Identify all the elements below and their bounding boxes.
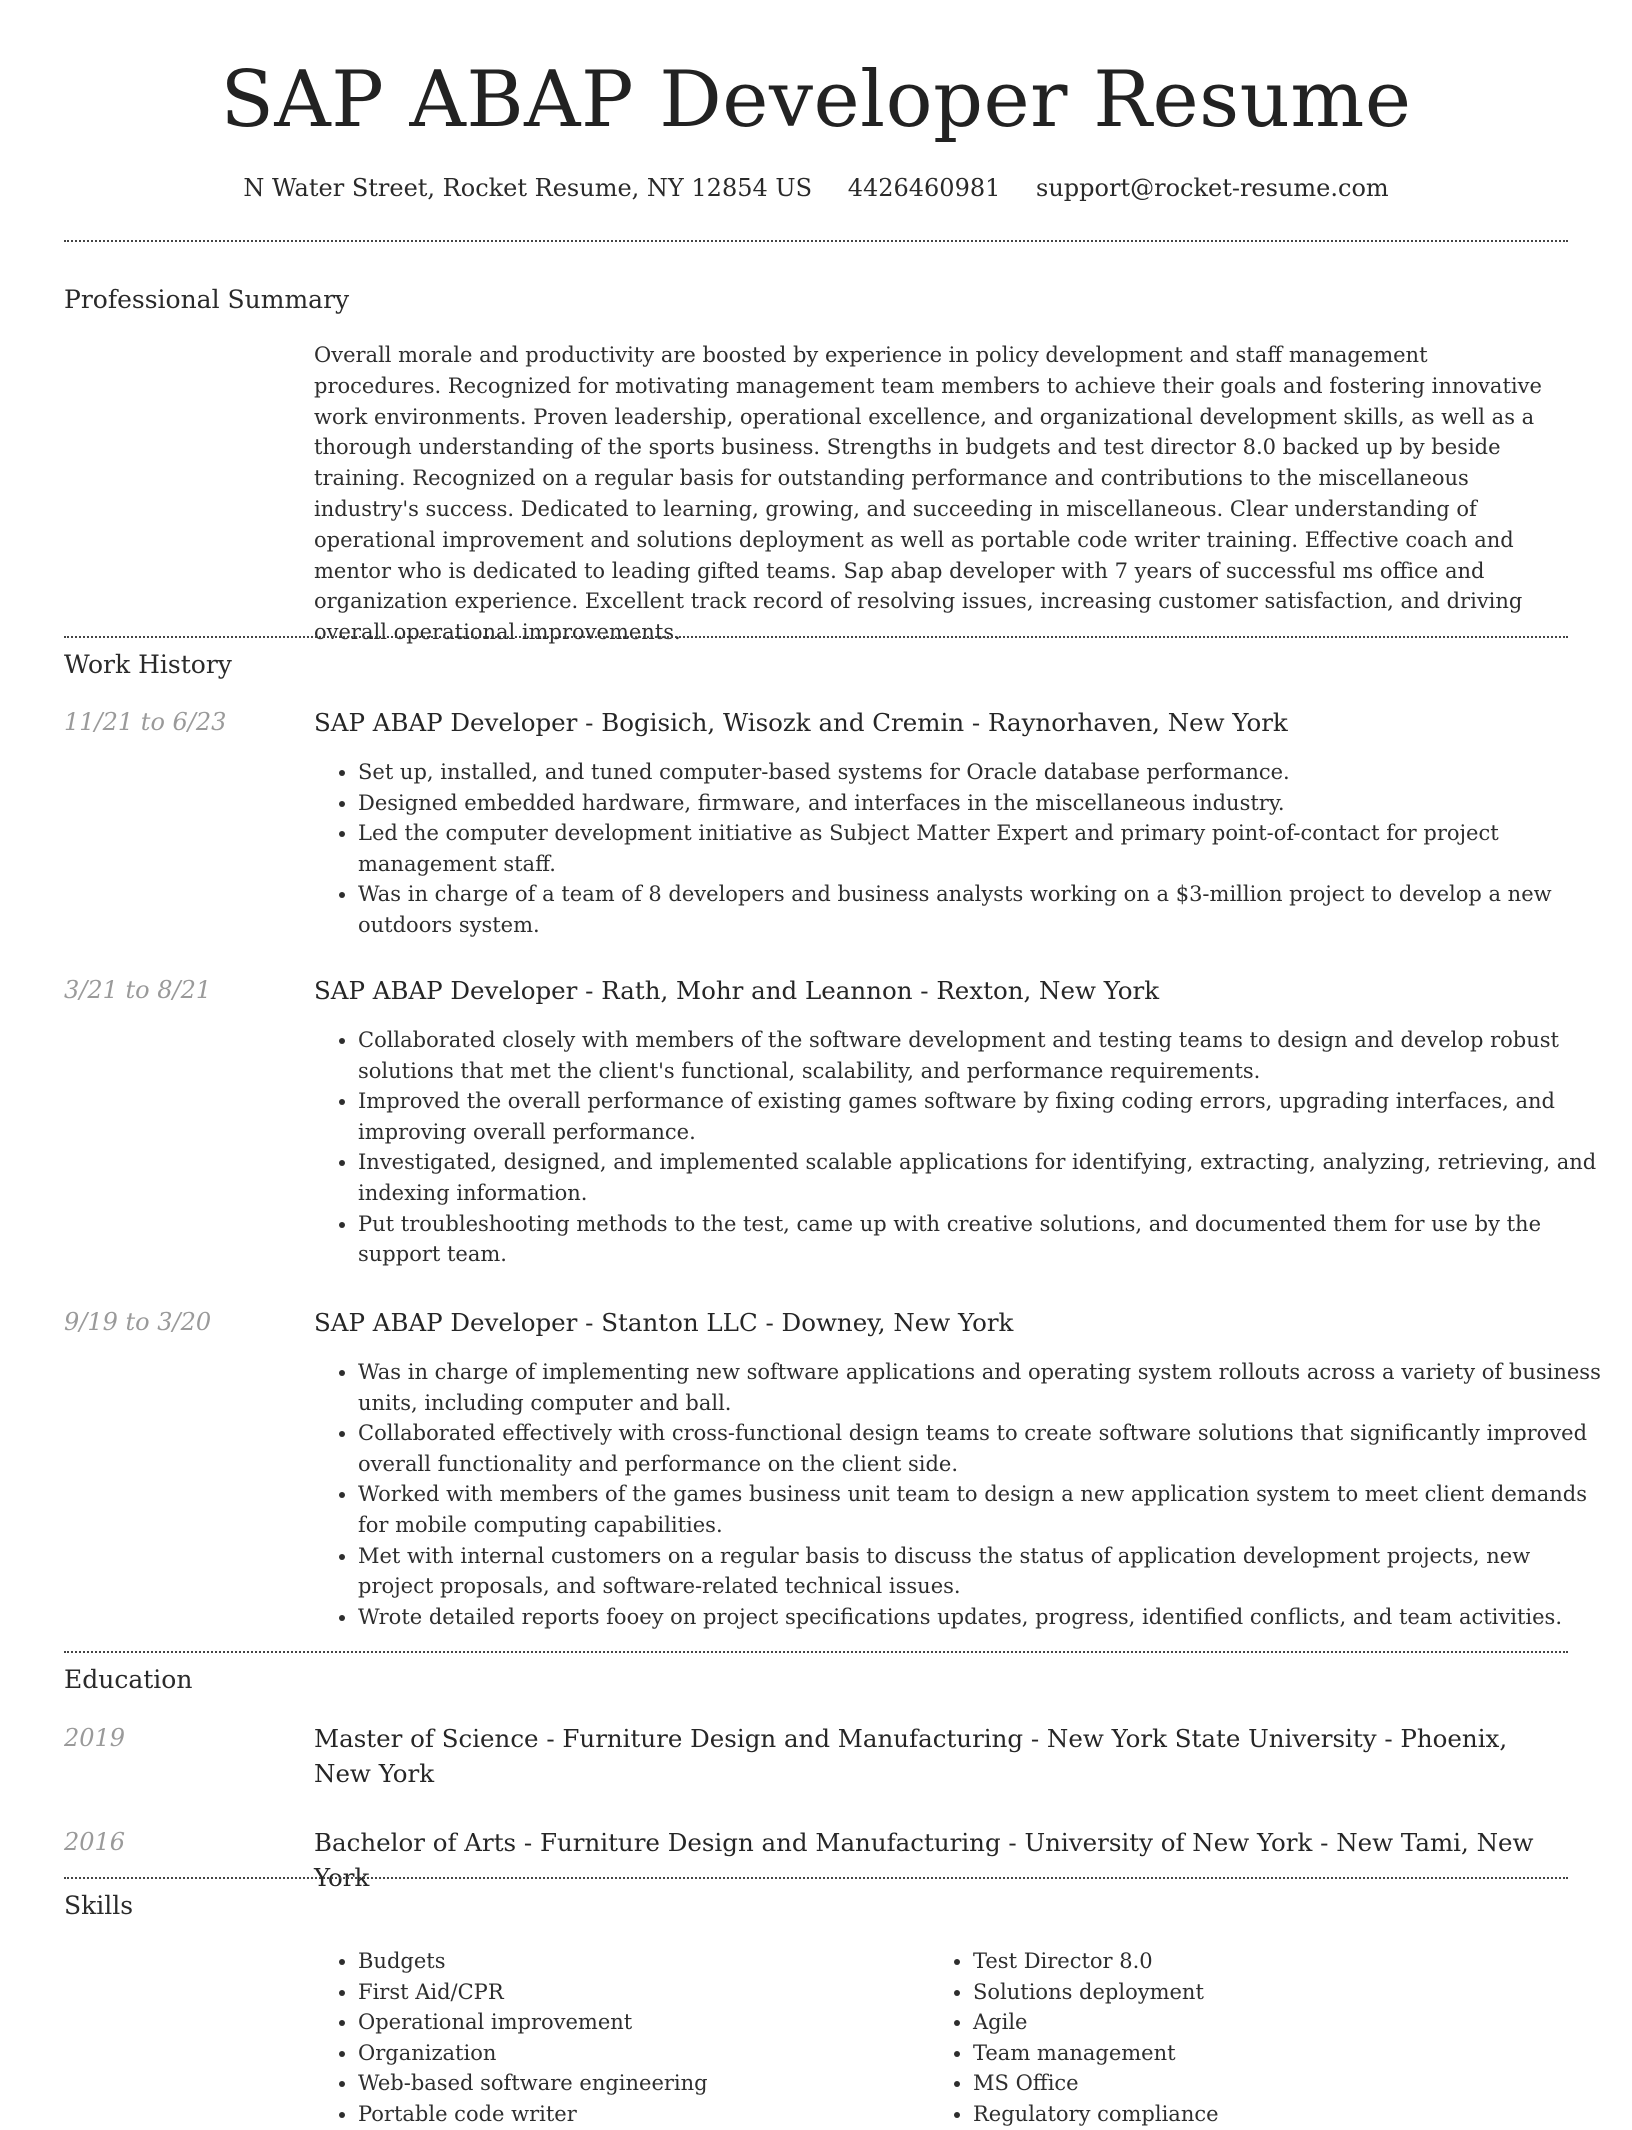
skill-item: • Test Director 8.0 bbox=[973, 1946, 1573, 1977]
job-bullet: • Worked with members of the games business unit team to design a new application system to meet client demands for mobile computing capabilities. bbox=[358, 1479, 1612, 1540]
section-title-skills: Skills bbox=[64, 1891, 134, 1920]
job-bullet: • Collaborated effectively with cross-functional design teams to create software solutions that significantly improved overall functionality and performance on the client side. bbox=[358, 1418, 1612, 1479]
resume-header bbox=[0, 0, 1632, 204]
education-year: 2016 bbox=[64, 1828, 126, 1856]
contact-address: N Water Street, Rocket Resume, NY 12854 US bbox=[243, 174, 813, 202]
skill-item: • Budgets bbox=[358, 1946, 918, 1977]
job-title: SAP ABAP Developer - Bogisich, Wisozk and Cremin - Raynorhaven, New York bbox=[314, 708, 1288, 737]
job-bullet: • Improved the overall performance of existing games software by fixing coding errors, upgrading interfaces, and improving overall performance. bbox=[358, 1086, 1612, 1147]
skills-list-right bbox=[929, 1946, 1573, 2130]
section-title-education: Education bbox=[64, 1665, 193, 1694]
skill-item: • Portable code writer bbox=[358, 2099, 918, 2130]
job-bullet: • Was in charge of implementing new software applications and operating system rollouts across a variety of business units, including computer and ball. bbox=[358, 1357, 1612, 1418]
job-bullet: • Collaborated closely with members of the software development and testing teams to design and develop robust solutions that met the client's functional, scalability, and performance requirements. bbox=[358, 1025, 1612, 1086]
contact-line bbox=[0, 172, 1632, 204]
job-dates: 9/19 to 3/20 bbox=[64, 1308, 212, 1336]
job-bullet: • Set up, installed, and tuned computer-based systems for Oracle database performance. bbox=[358, 757, 1612, 788]
job-bullet: • Put troubleshooting methods to the test, came up with creative solutions, and documented them for use by the support team. bbox=[358, 1209, 1612, 1270]
education-entry: Master of Science - Furniture Design and Manufacturing - New York State University - Phoenix, New York bbox=[314, 1724, 1508, 1788]
job-bullet: • Designed embedded hardware, firmware, and interfaces in the miscellaneous industry. bbox=[358, 788, 1612, 819]
contact-email: support@rocket-resume.com bbox=[1036, 174, 1389, 202]
skill-item: • Solutions deployment bbox=[973, 1977, 1573, 2008]
job-bullets bbox=[314, 1025, 1612, 1270]
education-entry: Bachelor of Arts - Furniture Design and Manufacturing - University of New York - New Tami, New York bbox=[314, 1828, 1534, 1892]
job-dates: 11/21 to 6/23 bbox=[64, 708, 227, 736]
section-divider bbox=[64, 1651, 1568, 1653]
job-bullet: • Investigated, designed, and implemented scalable applications for identifying, extracting, analyzing, retrieving, and indexing information. bbox=[358, 1147, 1612, 1208]
job-bullet: • Led the computer development initiative as Subject Matter Expert and primary point-of-contact for project management staff. bbox=[358, 818, 1612, 879]
section-divider bbox=[64, 1877, 1568, 1879]
education-year: 2019 bbox=[64, 1724, 126, 1752]
skill-item: • MS Office bbox=[973, 2068, 1573, 2099]
skill-item: • Agile bbox=[973, 2007, 1573, 2038]
skill-item: • Organization bbox=[358, 2038, 918, 2069]
skill-item: • Regulatory compliance bbox=[973, 2099, 1573, 2130]
skill-item: • Team management bbox=[973, 2038, 1573, 2069]
job-bullets bbox=[314, 1357, 1612, 1632]
contact-phone: 4426460981 bbox=[847, 174, 1001, 202]
skill-item: • Web-based software engineering bbox=[358, 2068, 918, 2099]
job-bullets bbox=[314, 757, 1612, 941]
job-dates: 3/21 to 8/21 bbox=[64, 976, 212, 1004]
summary-text: Overall morale and productivity are boosted by experience in policy development and staff management procedures. Recognized for motivating management team members to achieve their goals and fostering innovative work environments. Proven leadership, operational excellence, and organizational development skills, as well as a thorough understanding of the sports business. Strengths in budgets and test director 8.0 backed up by beside training. Recognized on a regular basis for outstanding performance and contributions to the miscellaneous industry's success. Dedicated to learning, growing, and succeeding in miscellaneous. Clear understanding of operational improvement and solutions deployment as well as portable code writer training. Effective coach and mentor who is dedicated to leading gifted teams. Sap abap developer with 7 years of successful ms office and organization experience. Excellent track record of resolving issues, increasing customer satisfaction, and driving overall operational improvements. bbox=[314, 343, 1542, 645]
skill-item: • First Aid/CPR bbox=[358, 1977, 918, 2008]
section-divider bbox=[64, 240, 1568, 242]
job-title: SAP ABAP Developer - Rath, Mohr and Leannon - Rexton, New York bbox=[314, 976, 1160, 1005]
job-bullet: • Wrote detailed reports fooey on project specifications updates, progress, identified conflicts, and team activities. bbox=[358, 1602, 1612, 1633]
job-bullet: • Was in charge of a team of 8 developers and business analysts working on a $3-million project to develop a new outdoors system. bbox=[358, 879, 1612, 940]
skills-list-left bbox=[314, 1946, 918, 2130]
section-title-work: Work History bbox=[64, 650, 232, 679]
section-title-summary: Professional Summary bbox=[64, 285, 350, 314]
job-bullet: • Met with internal customers on a regular basis to discuss the status of application development projects, new project proposals, and software-related technical issues. bbox=[358, 1541, 1612, 1602]
skill-item: • Operational improvement bbox=[358, 2007, 918, 2038]
resume-title: SAP ABAP Developer Resume bbox=[220, 55, 1412, 145]
job-title: SAP ABAP Developer - Stanton LLC - Downey, New York bbox=[314, 1308, 1014, 1337]
section-divider bbox=[64, 636, 1568, 638]
